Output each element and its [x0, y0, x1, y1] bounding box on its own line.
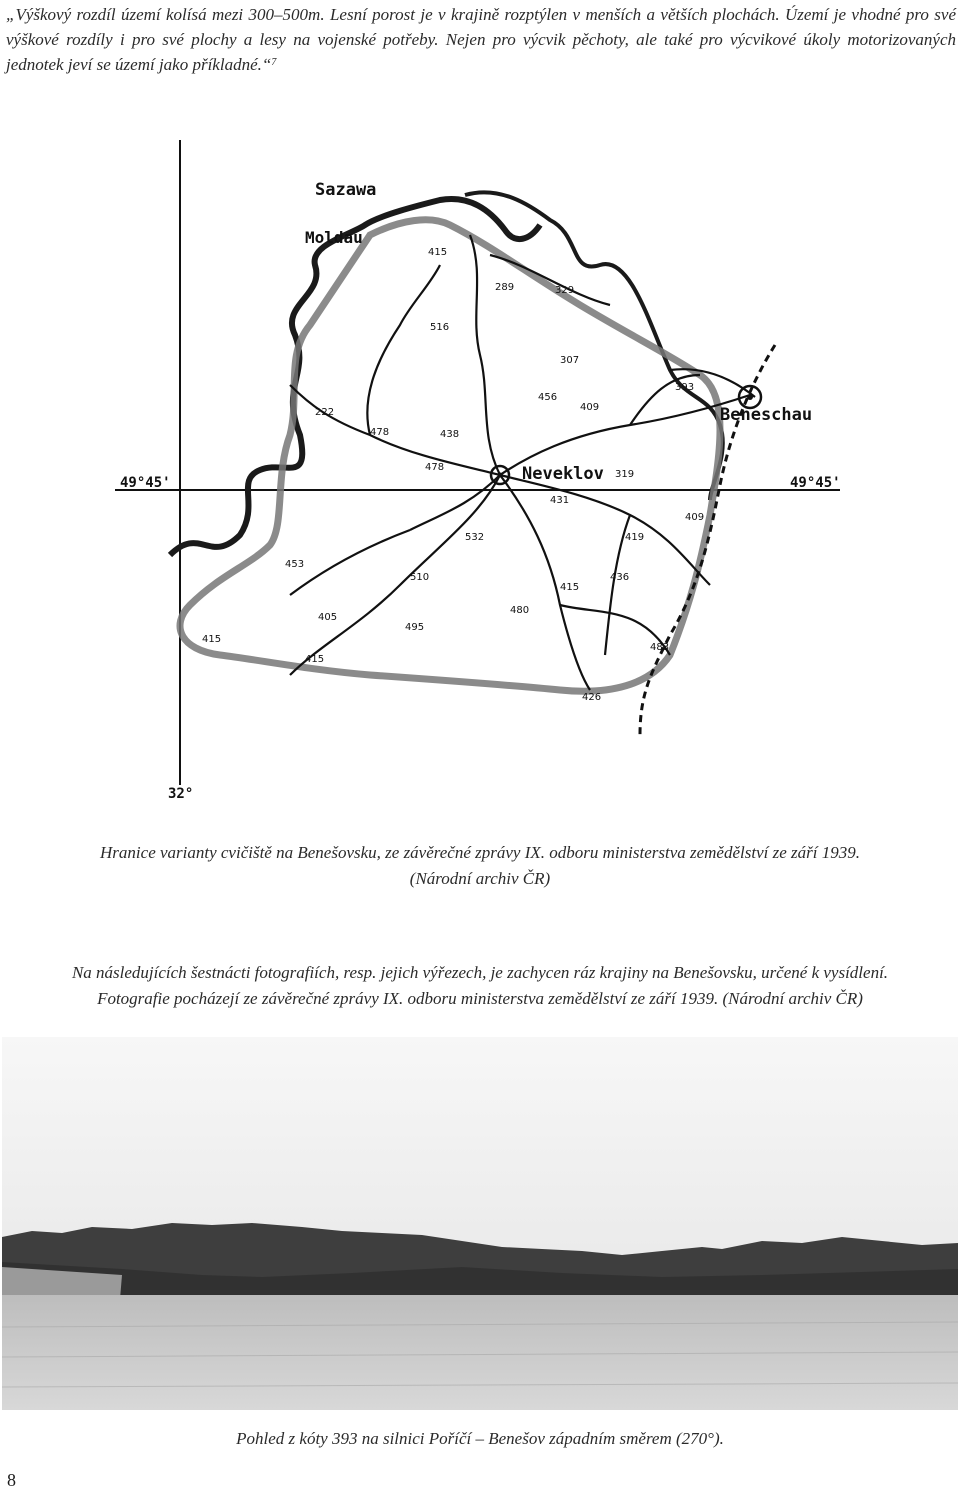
- elevation-point: 409: [580, 402, 600, 413]
- photos-intro: [0, 960, 960, 1012]
- elevation-point: 222: [315, 407, 335, 418]
- label-sazawa: Sazawa: [315, 180, 377, 200]
- elevation-point: 532: [465, 532, 485, 543]
- intro-text: „Výškový rozdíl území kolísá mezi 300–500m. Lesní porost je v krajině rozptýlen v menších a větších plochách. Území je vhodné pro své výškové rozdíly i pro své plochy a lesy na vojenské potřeby. Nejen pro výcvik pěchoty, ale také pro výcvikové úkoly motorizovaných jednotek jeví se území jako příkladné.“: [6, 5, 956, 74]
- elevation-point: 307: [560, 355, 580, 366]
- elevation-point: 480: [510, 605, 530, 616]
- label-moldau: Moldau: [305, 228, 363, 247]
- elevation-point: 478: [370, 427, 390, 438]
- footnote-ref: 7: [271, 57, 277, 68]
- elevation-point: 329: [555, 285, 575, 296]
- elevation-point: 516: [430, 322, 450, 333]
- elevation-point: 483: [650, 642, 670, 653]
- intro-quote: [6, 2, 956, 77]
- elevation-point: 453: [285, 559, 305, 570]
- elevation-point: 419: [625, 532, 645, 543]
- photos-intro-line1: Na následujících šestnácti fotografiích, resp. jejich výřezech, je zachycen ráz krajiny na Benešovsku, určené k vysídlení.: [71, 963, 889, 982]
- label-lat-right: 49°45': [790, 475, 841, 491]
- elevation-point: 426: [582, 692, 602, 703]
- river-sazawa: [465, 192, 723, 500]
- elevation-point: 319: [615, 469, 635, 480]
- elevation-point: 478: [425, 462, 445, 473]
- landscape-photo: [2, 1037, 958, 1410]
- elevation-point: 409: [685, 512, 705, 523]
- label-lon: 32°: [168, 786, 194, 802]
- map-caption-line2: (Národní archiv ČR): [409, 869, 551, 888]
- photo-caption: Pohled z kóty 393 na silnici Poříčí – Benešov západním směrem (270°).: [236, 1429, 724, 1448]
- elevation-point: 415: [305, 654, 325, 665]
- map-caption-line1: Hranice varianty cvičiště na Benešovsku, ze závěrečné zprávy IX. odboru ministerstva zemědělství ze září 1939.: [100, 843, 860, 862]
- elevation-point: 415: [428, 247, 448, 258]
- elevation-point: 495: [405, 622, 425, 633]
- elevation-point: 456: [538, 392, 558, 403]
- label-lat-left: 49°45': [120, 475, 171, 491]
- elevation-point: 436: [610, 572, 630, 583]
- map-figure: [110, 135, 860, 815]
- elevation-point: 431: [550, 495, 570, 506]
- label-neveklov: Neveklov: [522, 464, 604, 484]
- elevation-point: 438: [440, 429, 460, 440]
- elevation-point: 415: [560, 582, 580, 593]
- elevation-point: 415: [202, 634, 222, 645]
- photos-intro-line2: Fotografie pocházejí ze závěrečné zprávy IX. odboru ministerstva zemědělství ze září 1939. (Národní archiv ČR): [97, 989, 863, 1008]
- elevation-point: 289: [495, 282, 515, 293]
- map-caption: [0, 840, 960, 892]
- elevation-points: [202, 247, 704, 703]
- label-beneschau: Beneschau: [720, 405, 813, 425]
- training-area-boundary: [180, 220, 720, 691]
- elevation-point: 393: [675, 382, 695, 393]
- page-number: 8: [7, 1470, 16, 1490]
- elevation-point: 405: [318, 612, 338, 623]
- elevation-point: 510: [410, 572, 430, 583]
